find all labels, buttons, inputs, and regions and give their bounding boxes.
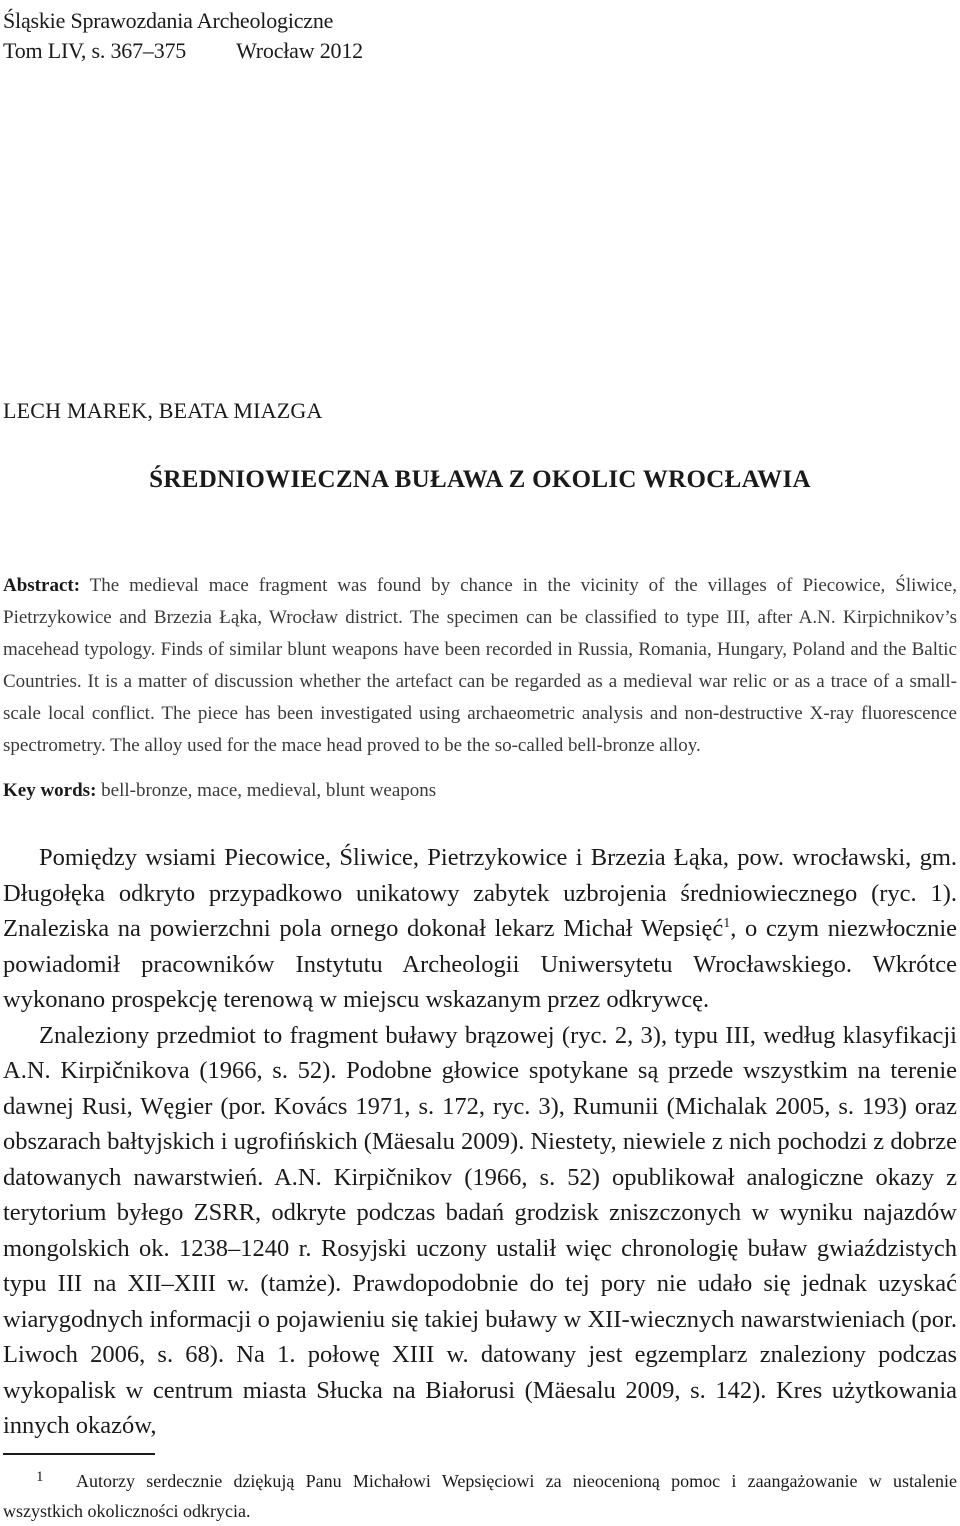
keywords-text: bell-bronze, mace, medieval, blunt weapons [96,780,437,801]
footnote-ref[interactable]: 1 [723,915,731,931]
abstract [3,570,957,762]
journal-header [3,6,363,66]
journal-place-year: Wrocław 2012 [236,38,363,63]
journal-volume-line [3,36,363,66]
journal-name: Śląskie Sprawozdania Archeologiczne [3,8,334,33]
body-paragraph-1 [3,840,957,1018]
footnote [3,1466,957,1526]
journal-volume: Tom LIV, s. 367–375 [3,38,187,63]
footnote-number: 1 [36,1469,44,1485]
abstract-label: Abstract: [3,575,81,596]
article-title: ŚREDNIOWIECZNA BUŁAWA Z OKOLIC WROCŁAWIA [149,466,811,493]
body-paragraph-2: Znaleziony przedmiot to fragment buławy brązowej (ryc. 2, 3), typu III, według klasyfikacji A.N. Kirpičnikova (1966, s. 52). Podobne głowice spotykane są przede wszystkim na terenie dawnej Rusi, Węgier (por. Kovács 1971, s. 172, ryc. 3), Rumunii (Michalak 2005, s. 193) oraz obszarach bałtyjskich i ugrofińskich (Mäesalu 2009). Niestety, niewiele z nich pochodzi z dobrze datowanych nawarstwień. A.N. Kirpičnikov (1966, s. 52) opublikował analogiczne okazy z terytorium byłego ZSRR, odkryte podczas badań grodzisk zniszczonych w wyniku najazdów mongolskich ok. 1238–1240 r. Rosyjski uczony ustalił więc chronologię buław gwiaździstych typu III na XII–XIII w. (tamże). Prawdopodobnie do tej pory nie udało się jednak uzyskać wiarygodnych informacji o pojawieniu się takiej buławy w XII-wiecznych nawarstwieniach (por. Liwoch 2006, s. 68). Na 1. połowę XIII w. datowany jest egzemplarz znaleziony podczas wykopalisk w centrum miasta Słucka na Białorusi (Mäesalu 2009, s. 142). Kres użytkowania innych okazów, [3,1021,957,1439]
keywords-label: Key words: [3,780,97,801]
article-body [3,840,957,1444]
abstract-text: The medieval mace fragment was found by chance in the vicinity of the villages of Piecowice, Śliwice, Pietrzykowice and Brzezia Łąka, Wrocław district. The specimen can be classified to type III, after A.N. Kirpichnikov’s macehead typology. Finds of similar blunt weapons have been recorded in Russia, Romania, Hungary, Poland and the Baltic Countries. It is a matter of discussion whether the artefact can be regarded as a medieval war relic or as a trace of a small-scale local conflict. The piece has been investigated using archaeometric analysis and non-destructive X-ray fluorescence spectrometry. The alloy used for the mace head proved to be the so-called bell-bronze alloy. [3,575,957,756]
keywords [3,776,436,806]
footnote-text: Autorzy serdecznie dziękują Panu Michałowi Wepsięciowi za nieocenioną pomoc i zaangażowanie w ustalenie wszystkich okoliczności odkrycia. [3,1471,957,1521]
body-paragraph-1-text-a: Pomiędzy wsiami Piecowice, Śliwice, Pietrzykowice i Brzezia Łąka, pow. wrocławski, gm. Długołęka odkryto przypadkowo unikatowy zabytek uzbrojenia średniowiecznego (ryc. 1). Znaleziska na powierzchni pola ornego dokonał lekarz Michał Wepsięć [3,844,957,942]
article-authors: LECH MAREK, BEATA MIAZGA [3,398,323,423]
footnote-divider [3,1453,155,1455]
body-paragraph-1-text-b: , o czym niezwłocznie powiadomił pracowników Instytutu Archeologii Uniwersytetu Wrocławskiego. Wkrótce wykonano prospekcję terenową w miejscu wskazanym przez odkrywcę. [3,915,957,1013]
